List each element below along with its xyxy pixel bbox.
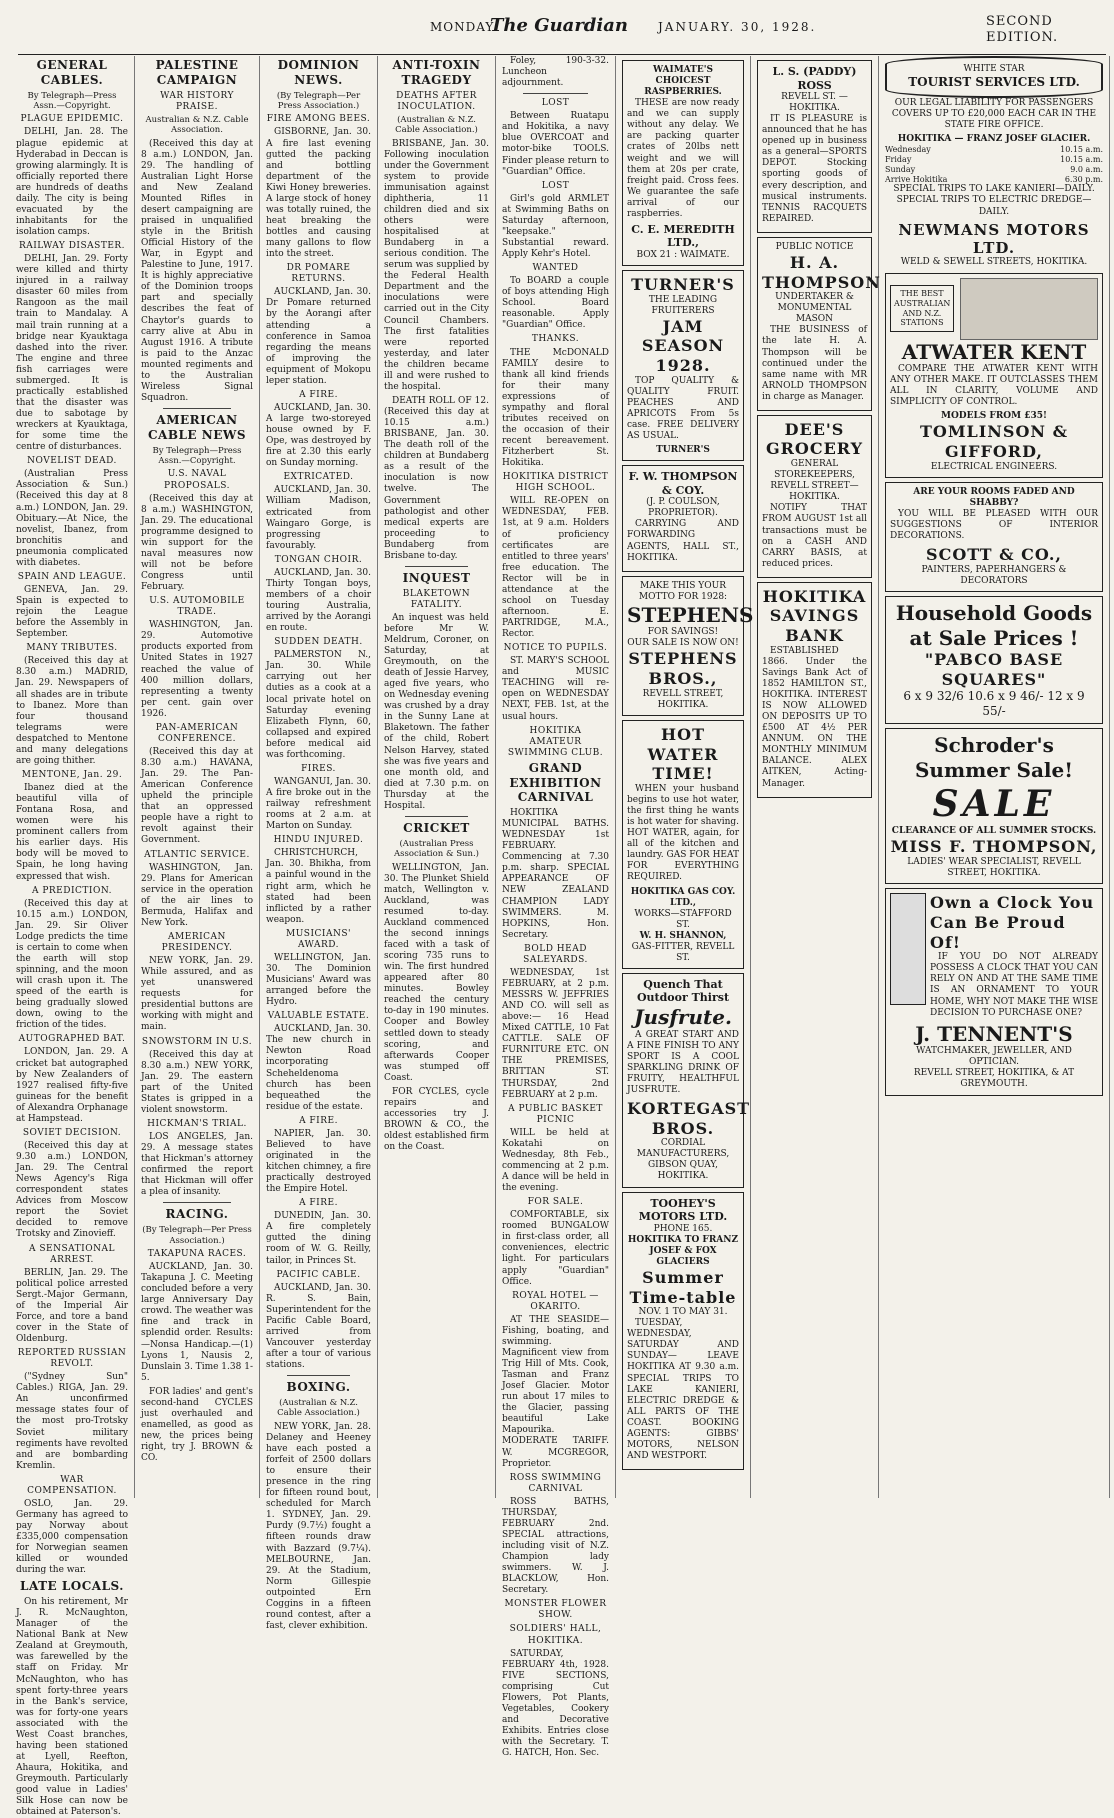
ad-sub: CLEARANCE OF ALL SUMMER STOCKS.: [891, 826, 1097, 837]
article-text: PALMERSTON N., Jan. 30. While carrying out her duties as a cook at a local private hotel on Saturday evening Elizabeth Flynn, 60, collapsed and expired before medical aid was forthcoming.: [266, 650, 371, 760]
ad-heading: HOT WATER TIME!: [647, 724, 719, 784]
ad-address: REVELL STREET, HOKITIKA, & AT GREYMOUTH.: [913, 1068, 1075, 1090]
sale-logo: SALE: [932, 783, 1056, 826]
timetable-row: [885, 155, 1103, 165]
byline: (Australian & N.Z. Cable Association.): [277, 1397, 360, 1419]
divider: [163, 1202, 230, 1203]
article-text: (Received this day at 10.15 a.m.) LONDON, Jan. 29. Sir Oliver Lodge predicts the time is certain to come when the earth will stop spinning, and the moon will crash upon it. The speed of the earth is being gradually slowed down, owing to the friction of the tides.: [16, 898, 128, 1031]
ad-sub: NOV. 1 TO MAY 31.: [638, 1307, 728, 1318]
ad-address: ELECTRICAL ENGINEERS.: [930, 461, 1058, 472]
timetable-time: 10.15 a.m.: [1060, 154, 1103, 164]
subheading: FIRES.: [301, 763, 336, 774]
ad-heading: WAIMATE'S CHOICEST RASPBERRIES.: [644, 65, 722, 98]
subheading: SNOWSTORM IN U.S.: [141, 1036, 253, 1047]
divider: [405, 816, 468, 817]
article-text: WELLINGTON, Jan. 30. The Plunket Shield match, Wellington v. Auckland, was resumed to-day. Auckland commenced the second innings faced with a task of scoring 735 runs to win. The first hundred appeared after 80 minutes. Bowley reached the century to-day in 190 minutes. Cooper and Bowley settled down to steady scoring, and afterwards Cooper was stumped off Coast.: [384, 862, 489, 1083]
subheading: SUDDEN DEATH.: [274, 637, 363, 648]
ad-sub: GENERAL STOREKEEPERS, REVELL STREET—HOKITIKA.: [770, 459, 859, 503]
ad-sign: SCOTT & CO.,: [926, 545, 1062, 565]
subheading: A FIRE.: [299, 389, 338, 400]
timetable-time: 9.0 a.m.: [1070, 164, 1103, 174]
radio-set-image: [960, 278, 1098, 340]
article-text: (Received this day at 8.30 a.m.) MADRID, Jan. 29. Newspapers of all shades are in tribute to Ibanez. More than four thousand telegrams were despatched to Mentone and many delegations are going thither.: [16, 656, 128, 766]
ad-sub: "PABCO BASE SQUARES": [924, 650, 1064, 689]
article-text: DEATH ROLL OF 12. (Received this day at 10.15 a.m.) BRISBANE, Jan. 30. The death roll of the children at Bundaberg as a result of the inoculation is now twelve. The Government pathologist and other medical experts are proceeding to Bundaberg from Brisbane to-day.: [384, 395, 489, 561]
headline: GRAND EXHIBITION CARNIVAL: [509, 760, 602, 805]
classified-title: WANTED: [532, 263, 579, 274]
subheading: AMERICAN PRESIDENCY.: [161, 931, 233, 953]
subheading: WAR COMPENSATION.: [27, 1474, 117, 1496]
ad-text: OUR LEGAL LIABILITY FOR PASSENGERS COVERS UP TO £20,000 EACH CAR IN THE STATE FIRE OFFICE.: [891, 97, 1097, 130]
subheading: HINDU INJURED.: [273, 835, 364, 846]
subheading: A PREDICTION.: [31, 885, 113, 896]
subheading: A PUBLIC BASKET PICNIC: [508, 1103, 603, 1125]
timetable-day: Arrive Hokitika: [885, 174, 948, 184]
subheading: RAILWAY DISASTER.: [18, 241, 126, 252]
article-text: (Australian Press Association & Sun.) (Received this day at 8 a.m.) LONDON, Jan. 29. Obituary.—At Nice, the novelist, Ibanez, from bronchitis and pneumonia complicated with diabetes.: [16, 469, 128, 568]
column-dominion-news: [260, 56, 378, 1631]
ad-sub: (J. P. COULSON, PROPRIETOR).: [646, 497, 720, 519]
ad-heading: HOKITIKA SAVINGS BANK: [762, 586, 867, 646]
ad-text: ESTABLISHED 1866. Under the Savings Bank Act of 1852 HAMILTON ST., HOKITIKA. INTEREST IS NOW ALLOWED ON DEPOSITS UP TO £500 AT 4½ PER ANNUM. ON THE MONTHLY MINIMUM BALANCE. ALEX AITKEN, Acting-Manager.: [762, 645, 867, 789]
headline: DOMINION NEWS.: [277, 58, 360, 87]
subheading: HOKITIKA DISTRICT HIGH SCHOOL.: [502, 472, 609, 494]
subheading: HICKMAN'S TRIAL.: [147, 1118, 247, 1129]
thompson-carrying-ad: [622, 465, 744, 571]
ad-heading: H. A. THOMPSON: [762, 252, 881, 292]
byline: (Australian Press Association & Sun.): [393, 838, 479, 860]
ad-text: TUESDAY, WEDNESDAY, SATURDAY AND SUNDAY— LEAVE HOKITIKA AT 9.30 a.m. SPECIAL TRIPS TO LAKE KANIERI, ELECTRIC DREDGE & ALL PARTS OF THE COAST. BOOKING AGENTS: GIBBS' MOTORS, NELSON AND WESTPORT.: [627, 1318, 739, 1461]
masthead-day: MONDAY.: [430, 20, 498, 34]
ad-sub: PHONE 165.: [653, 1223, 713, 1234]
ad-sub: WELD & SEWELL STREETS, HOKITIKA.: [900, 257, 1088, 268]
classified-text: WILL be held at Kokatahi on Wednesday, 8th Feb., commencing at 2 p.m. A dance will be held in the evening.: [502, 1127, 609, 1194]
hot-water-ad: [622, 720, 744, 969]
ad-sign: W. H. SHANNON,: [639, 930, 727, 941]
ad-sub: HOKITIKA — FRANZ JOSEF GLACIER.: [897, 134, 1091, 144]
masthead-title: The Guardian: [490, 15, 628, 36]
ad-heading: F. W. THOMPSON & COY.: [628, 470, 738, 497]
subheading: MUSICIANS' AWARD.: [286, 928, 351, 950]
classified-title: LOST: [541, 98, 570, 109]
subheading: MONSTER FLOWER SHOW.: [504, 1599, 607, 1621]
advert-text: FOR CYCLES, cycle repairs and accessories try J. BROWN & CO., the oldest established firm on the Coast.: [384, 1086, 489, 1153]
white-star-ad: [885, 56, 1103, 98]
ad-sub: MAKE THIS YOUR MOTTO FOR 1928:: [638, 580, 728, 602]
subheading: HOKITIKA AMATEUR SWIMMING CLUB.: [507, 725, 604, 758]
article-text: OSLO, Jan. 29. Germany has agreed to pay Norway about £335,000 compensation for Norwegian seamen killed or wounded during the war.: [16, 1498, 128, 1576]
classified-text: SATURDAY, FEBRUARY 4th, 1928. FIVE SECTIONS, comprising Cut Flowers, Pot Plants, Vegetables, Cookery and Decorative Exhibits. Entries close with the Secretary. T. G. HATCH, Hon. Sec.: [502, 1648, 609, 1759]
ad-price: MODELS FROM £35!: [941, 411, 1047, 422]
article-text: BRISBANE, Jan. 30. Following inoculation under the Government system to provide immunisation against diphtheria, 11 children died and six others were hospitalised at Bundaberg in a serious condition. The serum was supplied by the Federal Health Department and the inoculations were carried out in the City Council Chambers. The first fatalities were reported yesterday, and later the children became ill and were rushed to the hospital.: [384, 138, 489, 392]
ad-sign: TURNER'S: [656, 445, 710, 456]
article-text: LOS ANGELES, Jan. 29. A message states that Hickman's attorney confirmed the report that Hickman will offer a plea of insanity.: [141, 1132, 253, 1198]
headline: AMERICAN CABLE NEWS: [147, 413, 247, 442]
subheading: PAN-AMERICAN CONFERENCE.: [155, 722, 239, 744]
ad-text: CARRYING AND FORWARDING AGENTS, HALL ST., HOKITIKA.: [627, 519, 739, 563]
article-text: (Received this day at 8.30 a.m.) HAVANA, Jan. 29. The Pan-American Conference upheld the principle that an oppressed people have a right to revolt against their Government.: [141, 746, 253, 846]
ad-text: A GREAT START AND A FINE FINISH TO ANY SPORT IS A COOL SPARKLING DRINK OF FRUITY, HEALTHFUL JUSFRUTE.: [627, 1029, 739, 1095]
headline: RACING.: [165, 1207, 229, 1222]
subheading: ATLANTIC SERVICE.: [144, 849, 250, 860]
divider: [287, 1375, 350, 1376]
timetable-day: Sunday: [885, 164, 916, 174]
byline: Australian & N.Z. Cable Association.: [145, 114, 249, 136]
ad-heading: Summer Time-table: [629, 1267, 737, 1307]
byline: (By Telegraph—Per Press Association.): [276, 90, 361, 111]
masthead-edition: SECOND EDITION.: [986, 14, 1059, 45]
classified-text: ST. MARY'S SCHOOL and MUSIC TEACHING will re-open on WEDNESDAY NEXT, FEB. 1st, at the usual hours.: [502, 656, 609, 722]
ad-prices: 6 x 9 32/6 10.6 x 9 46/- 12 x 9 55/-: [903, 689, 1085, 719]
article-text: NEW YORK, Jan. 28. Delaney and Heeney have each posted a forfeit of 2500 dollars to ensure their presence in the ring for fifteen round bout, scheduled for March 1. SYDNEY, Jan. 29. Purdy (9.7½) fought a fifteen rounds draw with Bazzard (9.7¼). MELBOURNE, Jan. 29. At the Stadium, Norm Gillespie outpointed Ern Coggins in a fifteen round contest, after a fast, clever exhibition.: [266, 1421, 371, 1631]
undertaker-ad: [757, 237, 881, 411]
timetable-time: 6.30 p.m.: [1064, 174, 1103, 184]
subheading: ROSS SWIMMING CARNIVAL: [509, 1472, 602, 1494]
ad-sub: WATCHMAKER, JEWELLER, AND OPTICIAN.: [916, 1046, 1072, 1068]
classified-text: To BOARD a couple of boys attending High School. Board reasonable. Apply "Guardian" Office.: [502, 276, 609, 331]
headline: INQUEST: [402, 570, 471, 585]
classified-text: HOKITIKA MUNICIPAL BATHS. WEDNESDAY 1st FEBRUARY. Commencing at 7.30 p.m. sharp. SPECIAL APPEARANCE OF NEW ZEALAND CHAMPION LADY SWIMMERS. M. HOPKINS, Hon. Secretary.: [502, 808, 609, 940]
classified-text: ROSS BATHS, THURSDAY, FEBRUARY 2nd. SPECIAL attractions, including visit of N.Z. Champion lady swimmers. W. J. BLACKLOW, Hon. Secretary.: [502, 1496, 609, 1596]
classified-text: THE McDONALD FAMILY desire to thank all kind friends for their many expressions of sympathy and floral tributes received on the occasion of their recent bereavement. Fitzherbert St. Hokitika.: [502, 347, 609, 469]
ad-heading: Quench That Outdoor Thirst: [636, 977, 730, 1005]
headline: PALESTINE CAMPAIGN: [155, 58, 239, 87]
advert-text: FOR ladies' and gent's second-hand CYCLES just overhauled and enamelled, as good as new, the prices being right, try J. BROWN & CO.: [141, 1386, 253, 1464]
ad-sign: STEPHENS BROS.,: [628, 649, 738, 689]
article-text: DELHI, Jan. 29. Forty were killed and thirty injured in a railway disaster 60 miles from Rangoon as the mail train to Mandalay. A mail train running at a bridge near Kyauktaga dashed into the river. The engine and three fish carriages were submerged. It is practically established that the disaster was due to sabotage by wreckers at Kyauktaga, for some time the centre of disturbances.: [16, 254, 128, 453]
headline: GENERAL CABLES.: [36, 58, 108, 87]
timetable-row: [885, 175, 1103, 185]
divider: [405, 566, 468, 567]
ad-address: CORDIAL MANUFACTURERS, GIBSON QUAY, HOKITIKA.: [636, 1138, 730, 1182]
masthead: [0, 0, 1114, 56]
timetable-day: Wednesday: [885, 145, 931, 155]
subheading: MANY TRIBUTES.: [26, 643, 118, 654]
subheading: U.S. AUTOMOBILE TRADE.: [149, 596, 245, 618]
schroder-sale-ad: [885, 728, 1103, 884]
subheading: REPORTED RUSSIAN REVOLT.: [17, 1348, 127, 1370]
article-text: (Received this day at 9.30 a.m.) LONDON, Jan. 29. The Central News Agency's Riga correspondent states Advices from Moscow report the Soviet decided to remove Trotsky and Zinovieff.: [16, 1140, 128, 1240]
article-text: An inquest was held before Mr W. Meldrum, Coroner, on Saturday, at Greymouth, on the death of Jessie Harvey, aged five years, who on Wednesday evening was crushed by a dray in the Sunny Lane at Blaketown. The father of the child, Robert Nelson Harvey, stated she was five years and one month old, and died at 7.30 p.m. on Thursday at the Hospital.: [384, 612, 489, 811]
subheading: EXTRICATED.: [283, 472, 354, 483]
classified-text: COMFORTABLE, six roomed BUNGALOW in first-class order, all conveniences, electric light. For particulars apply "Guardian" Office.: [502, 1210, 609, 1287]
subheading: A FIRE.: [299, 1115, 338, 1126]
ad-heading: DEE'S GROCERY: [765, 419, 864, 459]
classified-text: Between Ruatapu and Hokitika, a navy blue OVERCOAT and motor-bike TOOLS. Finder please return to "Guardian" Office.: [502, 111, 609, 177]
subheading: TONGAN CHOIR.: [274, 554, 363, 565]
ad-heading: Schroder's Summer Sale!: [914, 732, 1074, 782]
subheading: SOLDIERS' HALL, HOKITIKA.: [509, 1624, 602, 1646]
ad-heading: WHITE STAR: [963, 64, 1025, 74]
article-text: On his retirement, Mr J. R. McNaughton, Manager of the National Bank at New Zealand at Greymouth, was farewelled by the staff on Friday. Mr McNaughton, who has spent forty-three years in the Bank's service, was for forty-one years associated with the West Coast branches, having been stationed at Lyell, Reefton, Ahaura, Hokitika, and Greymouth. Particularly good value in Ladies' Silk Hose can now be obtained at Paterson's.: [16, 1597, 128, 1818]
subheading: MENTONE, Jan. 29.: [21, 769, 123, 780]
ad-text: SPECIAL TRIPS TO LAKE KANIERI—DAILY. SPECIAL TRIPS TO ELECTRIC DREDGE—DAILY.: [893, 184, 1095, 217]
article-text: (Received this day at 8.30 a.m.) NEW YORK, Jan. 29. The eastern part of the United States is gripped in a violent snowstorm.: [141, 1049, 253, 1115]
ad-sub: REVELL ST. — HOKITIKA.: [781, 92, 848, 114]
article-text: (Received this day at 8 a.m.) LONDON, Jan. 29. The handling of Australian Light Horse and New Zealand Mounted Rifles in desert campaigning are praised in unqualified style in the British Official History of the War, in Egypt and Palestine to June, 1917. It is highly appreciative of the Dominion troops part and specially describes the feat of Chaytor's guards to carry alive at Abu in August 1916. A tribute is paid to the Anzac mounted regiments and to the Australian Wireless Signal Squadron.: [141, 138, 253, 403]
subheading: DR POMARE RETURNS.: [286, 263, 351, 285]
article-text: AUCKLAND, Jan. 30. Thirty Tongan boys, members of a choir touring Australia, arrived by the Aorangi en route.: [266, 567, 371, 634]
stephens-ad: [622, 576, 754, 716]
subheading: AUTOGRAPHED BAT.: [18, 1034, 126, 1045]
masthead-date: JANUARY. 30, 1928.: [658, 20, 817, 34]
ad-sub: THE LEADING FRUITERERS: [648, 294, 718, 316]
ad-sub: OUR SALE IS NOW ON!: [627, 638, 739, 649]
savings-bank-ad: [757, 582, 872, 798]
ad-text: WHEN your husband begins to use hot water, the first thing he wants is hot water for shaving. HOT WATER, again, for all of the kitchen and laundry. GAS FOR HEAT FOR EVERYTHING REQUIRED.: [627, 783, 739, 883]
article-text: AUCKLAND, Jan. 30. Dr Pomare returned by the Aorangi after attending a conference in Samoa regarding the means of improving the equipment of Mokopu leper station.: [266, 287, 371, 386]
subheading: A SENSATIONAL ARREST.: [29, 1243, 115, 1265]
byline: (Australian & N.Z. Cable Association.): [395, 114, 478, 136]
article-text: CHRISTCHURCH, Jan. 30. Bhikha, from a painful wound in the right arm, which he stated had been inflicted by a rather weapon.: [266, 848, 371, 925]
article-text: AUCKLAND, Jan. 30. R. S. Bain, Superintendent for the Pacific Cable Board, arrived from Vancouver yesterday after a tour of various stations.: [266, 1282, 371, 1371]
ad-address: GAS-FITTER, REVELL ST.: [631, 941, 735, 963]
ross-sports-ad: [757, 60, 872, 233]
atwater-kent-ad: [885, 273, 1103, 478]
classified-text: WILL RE-OPEN on WEDNESDAY, FEB. 1st, at 9 a.m. Holders of proficiency certificates are entitled to three years' free education. The Rector will be in attendance at the school on Tuesday afternoon. E. PARTRIDGE, M.A., Rector.: [502, 496, 609, 640]
article-text: ("Sydney Sun" Cables.) RIGA, Jan. 29. An unconfirmed message states four of the most pro-Trotsky Soviet military regiments have revolted and are bombarding Kremlin.: [16, 1372, 128, 1471]
byline: By Telegraph—Press Assn.—Copyright.: [152, 445, 242, 466]
column-anti-toxin: [378, 56, 496, 1498]
divider: [163, 408, 230, 409]
article-text: GISBORNE, Jan. 30. A fire last evening gutted the packing and bottling department of the Kiwi Honey breweries. A large stock of honey was totally ruined, the heat breaking the bottles and causing many gallons to flow into the street.: [266, 127, 371, 260]
ad-text: IF YOU DO NOT ALREADY POSSESS A CLOCK THAT YOU CAN RELY ON AND AT THE SAME TIME IS AN ORNAMENT TO YOUR HOME, WHY NOT MAKE THE WISE DECISION TO PURCHASE ONE?: [930, 952, 1098, 1018]
ad-text: NOTIFY THAT FROM AUGUST 1st all transactions must be on a CASH AND CARRY BASIS, at reduced prices.: [762, 503, 867, 569]
timetable-row: [885, 165, 1103, 175]
ad-heading: at Sale Prices !: [909, 625, 1079, 650]
raspberries-ad: [622, 60, 744, 266]
ad-address: LADIES' WEAR SPECIALIST, REVELL STREET, HOKITIKA.: [907, 857, 1081, 879]
ad-text: COMPARE THE ATWATER KENT WITH ANY OTHER MAKE. IT OUTCLASSES THEM ALL IN CLARITY, VOLUME AND SIMPLICITY OF CONTROL.: [890, 364, 1098, 408]
article-text: LONDON, Jan. 29. A cricket bat autographed by New Zealanders of 1927 realised fifty-five guineas for the benefit of Alexandra Orphanage at Hampstead.: [16, 1047, 128, 1124]
article-text: WANGANUI, Jan. 30. A fire broke out in the railway refreshment rooms at 2 a.m. at Marton on Sunday.: [266, 776, 371, 832]
turners-ad: [622, 270, 744, 461]
ad-text: YOU WILL BE PLEASED WITH OUR SUGGESTIONS OF INTERIOR DECORATIONS.: [890, 508, 1098, 542]
timetable-time: 10.15 a.m.: [1060, 145, 1103, 155]
classified-title: LOST: [541, 180, 570, 191]
subheading: SPAIN AND LEAGUE.: [17, 571, 127, 582]
article-text: NEW YORK, Jan. 29. While assured, and as yet unanswered requests for presidential buttons are working with might and main.: [141, 956, 253, 1033]
ad-heading: TURNER'S: [631, 274, 735, 294]
clock-icon: [890, 893, 926, 1005]
classified-text: WEDNESDAY, 1st FEBRUARY, at 2 p.m. MESSRS W. JEFFRIES AND CO. will sell as above:— 16 Head Mixed CATTLE, 10 Fat CATTLE. SALE OF FURNITURE ETC. ON THE PREMISES, BRITTAN ST. THURSDAY, 2nd FEBRUARY at 2 p.m.: [502, 967, 609, 1100]
column-ads-right: [879, 56, 1110, 1498]
classified-text: AT THE SEASIDE—Fishing, boating, and swimming. Magnificent view from Trig Hill of Mts. Cook, Tasman and Franz Josef Glacier. Motor run about 17 miles to the Glacier, passing beautiful Lake Mapourika. MODERATE TARIFF. W. MCGREGOR, Proprietor.: [502, 1314, 609, 1469]
subheading: PACIFIC CABLE.: [276, 1269, 361, 1280]
ad-sign: TOMLINSON & GIFFORD,: [919, 422, 1069, 462]
ad-sign: MISS F. THOMPSON,: [890, 837, 1098, 857]
ad-heading: STEPHENS: [627, 602, 754, 627]
subheading: SOVIET DECISION.: [22, 1127, 122, 1138]
article-text: BERLIN, Jan. 29. The political police arrested Sergt.-Major Germann, of the Imperial Air Force, and tore a band cover in the State of Oldenburg.: [16, 1267, 128, 1345]
article-text: AUCKLAND, Jan. 30. Takapuna J. C. Meeting concluded before a very large Anniversary Day crowd. The weather was fine and track in splendid order. Results:—Nonsa Handicap.—(1) Lyons 1, Nausis 2, Dunslain 3. Time 1.38 1-5.: [141, 1262, 253, 1383]
ad-heading: L. S. (PADDY) ROSS: [772, 65, 857, 92]
ad-heading: Household Goods: [895, 600, 1093, 625]
headline: BOXING.: [286, 1380, 351, 1395]
subheading: NOVELIST DEAD.: [27, 456, 117, 467]
article-text: DUNEDIN, Jan. 30. A fire completely gutted the dining room of W. G. Reilly, tailor, in Princes St.: [266, 1211, 371, 1266]
ad-sub: UNDERTAKER & MONUMENTAL MASON: [775, 292, 854, 325]
masthead-rule: [18, 54, 1106, 55]
ad-heading: JAM SEASON 1928.: [641, 316, 725, 376]
ad-heading: TOOHEY'S MOTORS LTD.: [638, 1196, 728, 1224]
ad-sign: KORTEGAST BROS.: [627, 1098, 751, 1138]
headline: ANTI-TOXIN TRAGEDY: [392, 58, 481, 87]
column-classifieds: [496, 56, 616, 1759]
subheading: NOTICE TO PUPILS.: [503, 643, 608, 654]
ad-address: REVELL STREET, HOKITIKA.: [642, 688, 724, 710]
article-text: AUCKLAND, Jan. 30. A large two-storeyed house owned by F. Ope, was destroyed by fire at 2.30 this early on Sunday morning.: [266, 402, 371, 469]
ad-heading: ARE YOUR ROOMS FADED AND SHABBY?: [913, 486, 1075, 508]
article-text: GENEVA, Jan. 29. Spain is expected to rejoin the League before the Assembly in September.: [16, 584, 128, 640]
tennent-clock-ad: [885, 888, 1103, 1095]
subheading: WAR HISTORY PRAISE.: [160, 90, 234, 112]
ad-heading: NEWMANS MOTORS LTD.: [898, 220, 1090, 257]
subheading: TAKAPUNA RACES.: [147, 1249, 247, 1260]
article-text: Foley, 190-3-32. Luncheon adjournment.: [502, 56, 609, 89]
article-text: WASHINGTON, Jan. 29. Plans for American service in the operation of the air lines to Bermuda, Halifax and New York.: [141, 862, 253, 928]
article-text: WELLINGTON, Jan. 30. The Dominion Musicians' Award was arranged before the Hydro.: [266, 952, 371, 1008]
ad-heading: ATWATER KENT: [901, 339, 1087, 364]
subheading: BLAKETOWN FATALITY.: [402, 588, 471, 610]
article-text: AUCKLAND, Jan. 30. The new church in Newton Road incorporating Scheheldenoma church has been bequeathed the residue of the estate.: [266, 1024, 371, 1112]
ad-sign: C. E. MEREDITH LTD.,: [631, 222, 735, 250]
article-text: NAPIER, Jan. 30. Believed to have originated in the kitchen chimney, a fire practically destroyed the Empire Hotel.: [266, 1128, 371, 1195]
ad-text: THE BUSINESS of the late H. A. Thompson will be continued under the same name with MR ARNOLD THOMPSON in charge as Manager.: [762, 325, 867, 402]
scott-decorators-ad: [885, 482, 1103, 592]
ad-text: THESE are now ready and we can supply without any delay. We are packing quarter crates of 20lbs nett weight and we will them at 20s per crate, freight paid. Cross fees. We guarantee the safe arrival of our raspberries.: [627, 98, 739, 219]
ad-address: WORKS—STAFFORD ST.: [634, 908, 732, 930]
ad-heading: Own a Clock You Can Be Proud Of!: [930, 893, 1095, 952]
jusfrute-ad: [622, 973, 751, 1188]
column-palestine: [135, 56, 260, 1498]
byline: By Telegraph—Press Assn.—Copyright.: [27, 90, 117, 111]
subheading: THANKS.: [531, 334, 580, 345]
headline: LATE LOCALS.: [20, 1579, 124, 1594]
column-ads-middle: [751, 56, 879, 1498]
headline: CRICKET: [403, 820, 470, 835]
ad-text: IT IS PLEASURE is announced that he has opened up in business as a general—SPORTS DEPOT. Stocking sporting goods of every description, and musical instruments. TENNIS RACQUETS REPAIRED.: [762, 114, 867, 224]
subheading: VALUABLE ESTATE.: [267, 1011, 370, 1022]
subheading: FIRE AMONG BEES.: [266, 114, 371, 125]
timetable-row: [885, 145, 1103, 155]
divider: [523, 93, 587, 94]
article-text: DELHI, Jan. 28. The plague epidemic at Hyderabad in Deccan is growing alarmingly. It is officially reported there are hundreds of deaths daily. The city is being evacuated by the inhabitants for the isolation camps.: [16, 127, 128, 238]
tooheys-ad: [622, 1192, 744, 1471]
ad-text: TOP QUALITY & QUALITY FRUIT. PEACHES AND APRICOTS From 5s case. FREE DELIVERY AS USUAL.: [627, 375, 739, 442]
household-goods-ad: [885, 596, 1103, 724]
subheading: PLAGUE EPIDEMIC.: [20, 114, 124, 125]
ad-sign: HOKITIKA GAS COY. LTD.,: [630, 886, 736, 908]
ad-address: BOX 21 : WAIMATE.: [636, 249, 730, 260]
subheading: FOR SALE.: [527, 1197, 584, 1208]
ad-sub: TOURIST SERVICES LTD.: [908, 75, 1080, 90]
classified-text: Girl's gold ARMLET at Swimming Baths on Saturday afternoon, "keepsake." Substantial reward. Apply Kehr's Hotel.: [502, 193, 609, 259]
subheading: U.S. NAVAL PROPOSALS.: [164, 469, 230, 491]
subheading: BOLD HEAD SALEYARDS.: [523, 943, 588, 965]
byline: (By Telegraph—Per Press Association.): [142, 1225, 252, 1246]
radio-label: THE BEST AUSTRALIAN AND N.Z. STATIONS: [890, 285, 954, 332]
ad-sub: FOR SAVINGS!: [647, 627, 719, 638]
dees-grocery-ad: [757, 415, 872, 578]
subheading: ROYAL HOTEL — OKARITO.: [512, 1290, 599, 1312]
subheading: DEATHS AFTER INOCULATION.: [396, 90, 477, 112]
subheading: A FIRE.: [299, 1198, 338, 1209]
article-text: Ibanez died at the beautiful villa of Fontana Rosa, and women were his prominent callers from his earlier days. His body will be moved to Spain, he long having expressed that wish.: [16, 783, 128, 882]
timetable-day: Friday: [885, 154, 912, 164]
article-text: AUCKLAND, Jan. 30. William Madison, extricated from Waingaro Gorge, is progressing favourably.: [266, 485, 371, 551]
column-general-cables: [10, 56, 135, 1818]
ad-sign: J. TENNENT'S: [915, 1021, 1073, 1046]
column-ads-left: [616, 56, 754, 1498]
article-text: (Received this day at 8 a.m.) WASHINGTON, Jan. 29. The educational programme designed to win support for the naval measures now will not be before Congress until February.: [141, 493, 253, 593]
ad-sub: PUBLIC NOTICE: [775, 241, 854, 252]
article-text: WASHINGTON, Jan. 29. Automotive products exported from United States in 1927 reached the value of 400 million dollars, representing a twenty per cent. gain over 1926.: [141, 620, 253, 719]
ad-sub: HOKITIKA TO FRANZ JOSEF & FOX GLACIERS: [627, 1234, 739, 1267]
brand-logo: Jusfrute.: [634, 1004, 732, 1029]
ad-address: PAINTERS, PAPERHANGERS & DECORATORS: [921, 564, 1067, 586]
